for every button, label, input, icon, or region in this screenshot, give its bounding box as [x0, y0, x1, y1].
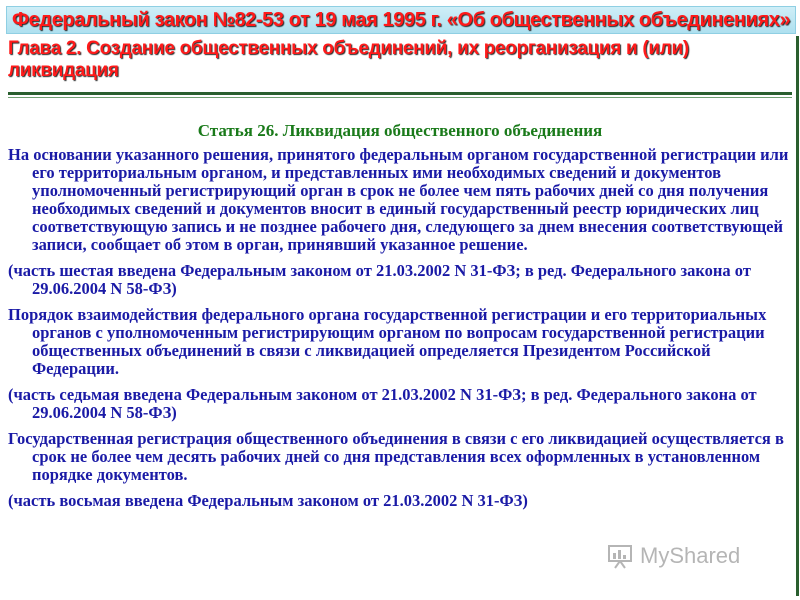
article-body — [8, 122, 792, 518]
document-title: Федеральный закон №82-53 от 19 мая 1995 г. «Об общественных объединениях» — [12, 9, 791, 31]
paragraph: На основании указанного решения, принятого федеральным органом государственной регистрации или его территориальным органом, и представленных ими необходимых сведений и документов уполномоченный регистрирующий орган в срок не более чем пять рабочих дней со дня получения необходимых сведений и документов вносит в единый государственный реестр юридических лиц соответствующую запись и не позднее рабочего дня, следующего за днем внесения соответствующей записи, сообщает об этом в орган, принявший указанное решение. — [8, 145, 789, 254]
chapter-heading: Глава 2. Создание общественных объединений, их реорганизация и (или) ликвидация — [8, 38, 689, 81]
amendment-note: (часть восьмая введена Федеральным законом от 21.03.2002 N 31-ФЗ) — [8, 491, 528, 510]
watermark — [606, 538, 740, 574]
divider-line — [8, 92, 792, 95]
paragraph: Государственная регистрация общественного объединения в связи с его ликвидацией осуществляется в срок не более чем десять рабочих дней со дня представления всех оформленных в установленном порядке документов. — [8, 429, 784, 484]
amendment-note: (часть седьмая введена Федеральным законом от 21.03.2002 N 31-ФЗ; в ред. Федерального закона от 29.06.2004 N 58-ФЗ) — [8, 385, 757, 422]
article-title: Статья 26. Ликвидация общественного объединения — [197, 121, 603, 140]
watermark-text: MyShared — [640, 543, 741, 568]
right-border-line — [796, 36, 799, 596]
presentation-board-icon — [606, 542, 634, 570]
divider-line-thin — [8, 97, 792, 98]
paragraph: Порядок взаимодействия федерального органа государственной регистрации и его территориальных органов с уполномоченным регистрирующим органом по вопросам государственной регистрации общественных объединений в связи с ликвидацией определяется Президентом Российской Федерации. — [8, 305, 767, 378]
amendment-note: (часть шестая введена Федеральным законом от 21.03.2002 N 31-ФЗ; в ред. Федерального закона от 29.06.2004 N 58-ФЗ) — [8, 261, 751, 298]
